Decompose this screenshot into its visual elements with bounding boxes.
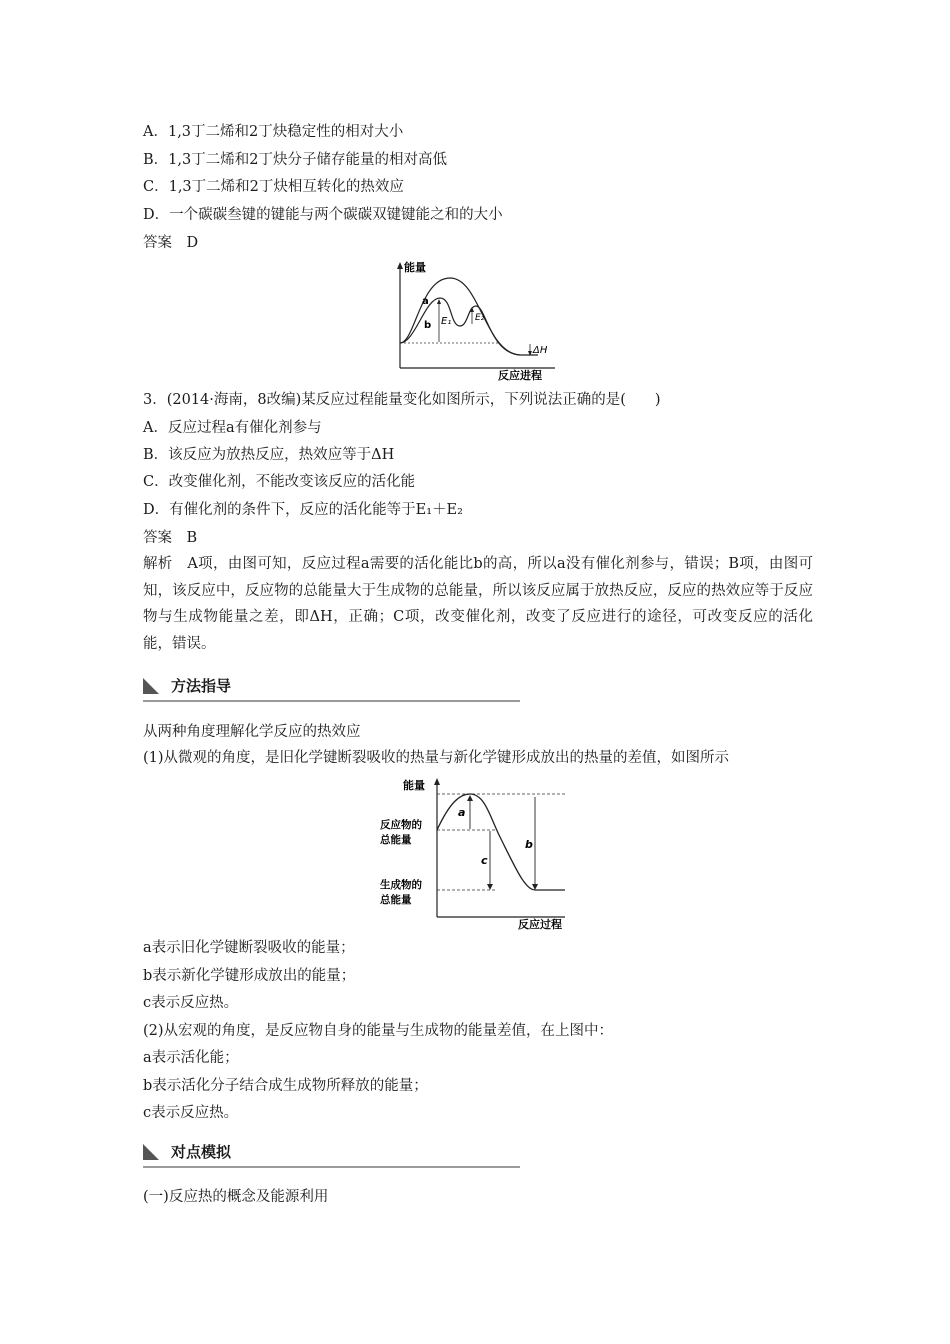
- arrow-a-head-icon: [467, 795, 473, 801]
- section-practice-title: 对点模拟: [171, 1143, 232, 1161]
- e1-arrow-head-icon: [437, 299, 441, 304]
- practice-subheading: (一)反应热的概念及能源利用: [143, 1189, 329, 1205]
- product-label-line2: 总能量: [380, 894, 412, 906]
- label-delta-h: ΔH: [533, 345, 548, 356]
- q3-analysis: 解析 A项，由图可知，反应过程a需要的活化能比b的高，所以a没有催化剂参与，错误；B项，由图可知，该反应中，反应物的总能量大于生成物的总能量，所以该反应属于放热反应，反应的热效应等于反应物与生成物能量之差，即ΔH，正确；C项，改变催化剂，改变了反应进行的途径，可改变反应的活化能，错误。: [143, 556, 813, 652]
- label-b: b: [424, 320, 432, 331]
- product-label-line1: 生成物的: [380, 879, 422, 891]
- section-marker-icon: [143, 678, 159, 694]
- section-method-title: 方法指导: [171, 677, 232, 695]
- q2-answer: 答案 D: [143, 235, 199, 251]
- reactant-label-line1: 反应物的: [380, 819, 422, 831]
- q2-option-a: A．1,3丁二烯和2丁炔稳定性的相对大小: [143, 124, 404, 140]
- micro-item-a: a表示旧化学键断裂吸收的能量；: [143, 940, 355, 956]
- q3-option-a: A．反应过程a有催化剂参与: [143, 420, 322, 436]
- macro-item-c: c表示反应热。: [143, 1105, 239, 1121]
- energy-curve: [437, 794, 565, 890]
- macro-item-a: a表示活化能；: [143, 1050, 239, 1066]
- method-intro: 从两种角度理解化学反应的热效应: [143, 724, 361, 740]
- q3-answer: 答案 B: [143, 530, 198, 546]
- reactant-label-line2: 总能量: [380, 834, 412, 846]
- energy-profile-figure-1: [390, 258, 565, 383]
- section-marker-icon: [143, 1144, 159, 1160]
- arrow-c-head-icon: [487, 884, 493, 890]
- x-axis-label: 反应进程: [498, 369, 542, 382]
- q3-option-c: C．改变催化剂，不能改变该反应的活化能: [143, 474, 416, 490]
- q3-stem: 3．(2014·海南，8改编)某反应过程能量变化如图所示，下列说法正确的是( ): [143, 392, 661, 408]
- q2-option-b: B．1,3丁二烯和2丁炔分子储存能量的相对高低: [143, 152, 447, 168]
- micro-item-b: b表示新化学键形成放出的能量；: [143, 968, 356, 984]
- macro-item-b: b表示活化分子结合成生成物所释放的能量；: [143, 1078, 428, 1094]
- q3-option-b: B．该反应为放热反应，热效应等于ΔH: [143, 447, 395, 463]
- q2-option-c: C．1,3丁二烯和2丁炔相互转化的热效应: [143, 179, 404, 195]
- label-c: c: [481, 854, 488, 867]
- y-axis-label: 能量: [403, 779, 425, 792]
- label-e1: E₁: [441, 316, 452, 327]
- method-macro: (2)从宏观的角度，是反应物自身的能量与生成物的能量差值，在上图中：: [143, 1023, 614, 1039]
- micro-item-c: c表示反应热。: [143, 995, 239, 1011]
- curve-a: [400, 278, 520, 355]
- label-b: b: [525, 838, 533, 851]
- label-a: a: [458, 806, 466, 819]
- section-practice: [143, 1142, 520, 1168]
- q3-option-d: D．有催化剂的条件下，反应的活化能等于E₁＋E₂: [143, 502, 463, 518]
- energy-profile-figure-2: [375, 772, 575, 932]
- y-axis-label: 能量: [404, 261, 426, 274]
- x-axis-label: 反应过程: [518, 918, 562, 931]
- curve-b: [400, 298, 520, 355]
- y-axis-arrow-icon: [434, 778, 440, 785]
- method-micro: (1)从微观的角度，是旧化学键断裂吸收的热量与新化学键形成放出的热量的差值，如图所示: [143, 750, 730, 766]
- q2-option-d: D．一个碳碳叁键的键能与两个碳碳双键键能之和的大小: [143, 207, 503, 223]
- label-e2: E₂: [475, 313, 485, 323]
- y-axis-arrow-icon: [397, 262, 403, 269]
- label-a: a: [422, 296, 429, 307]
- section-method: [143, 676, 520, 702]
